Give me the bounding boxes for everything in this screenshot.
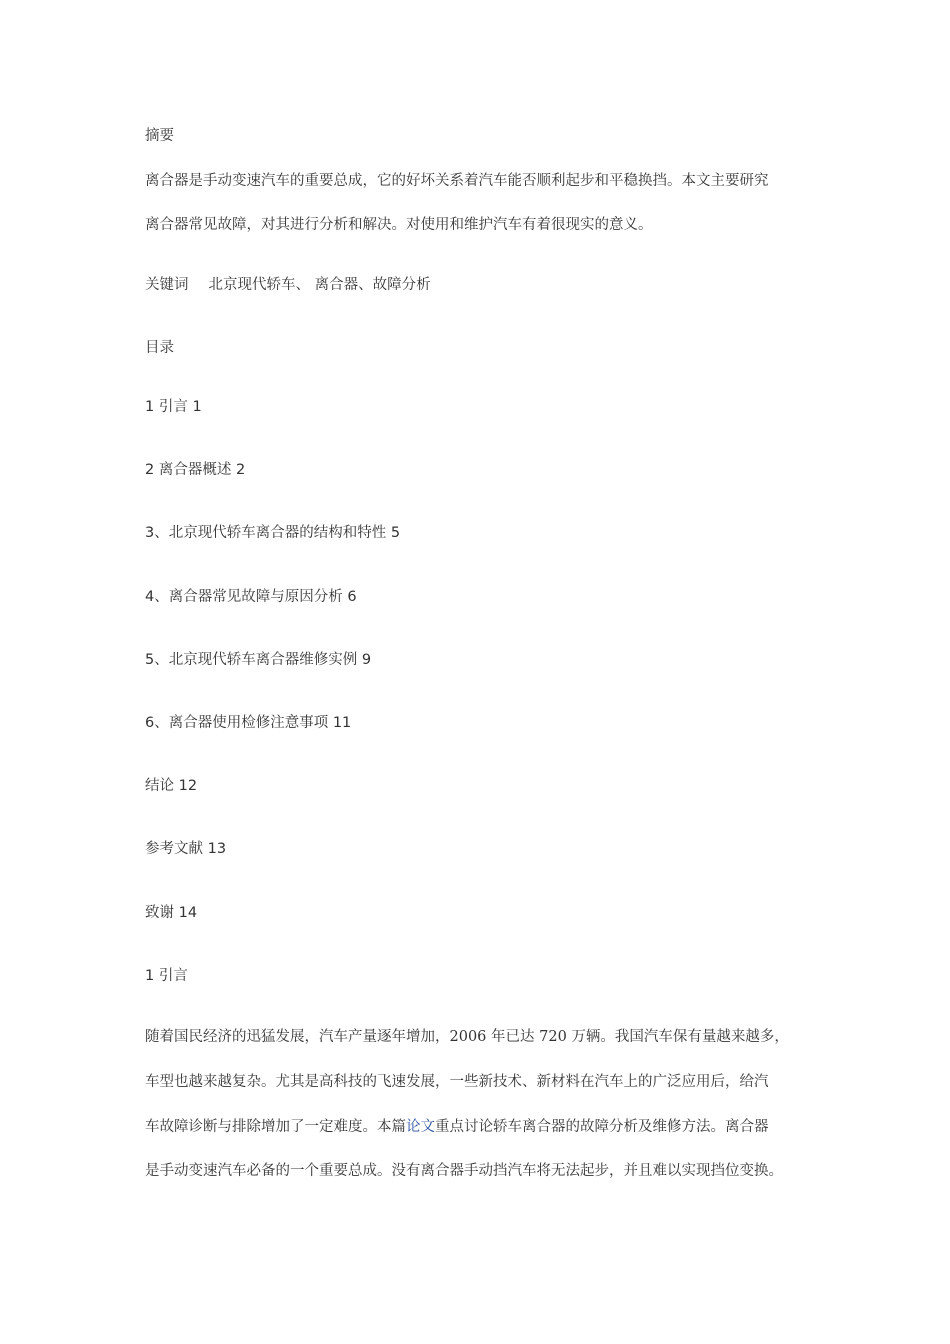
intro-heading: 1 引言 [145,968,188,984]
intro-line-1: 随着国民经济的迅猛发展，汽车产量逐年增加，2006 年已达 720 万辆。我国汽车保有量越来越多， [145,1029,789,1045]
keywords-line [145,275,431,295]
abstract-line-1: 离合器是手动变速汽车的重要总成，它的好坏关系着汽车能否顺利起步和平稳换挡。本文主要研究 [145,173,769,189]
toc-item: 致谢 14 [145,905,198,921]
toc-item: 6、离合器使用检修注意事项 11 [145,715,352,731]
abstract-line-2: 离合器常见故障，对其进行分析和解决。对使用和维护汽车有着很现实的意义。 [145,217,653,233]
keywords-label: 关键词 [145,277,189,293]
toc-item: 5、北京现代轿车离合器维修实例 9 [145,652,372,668]
intro-line-3-end: 重点讨论轿车离合器的故障分析及维修方法。离合器 [435,1119,769,1135]
toc-item: 2 离合器概述 2 [145,462,246,478]
intro-line-3 [145,1117,769,1137]
intro-line-2: 车型也越来越复杂。尤其是高科技的飞速发展，一些新技术、新材料在汽车上的广泛应用后，给汽 [145,1074,769,1090]
paper-link[interactable]: 论文 [406,1119,435,1135]
toc-item: 结论 12 [145,778,198,794]
keywords-value: 北京现代轿车、 离合器、故障分析 [208,277,431,293]
intro-line-4: 是手动变速汽车必备的一个重要总成。没有离合器手动挡汽车将无法起步，并且难以实现挡位变换。 [145,1163,783,1179]
toc-item: 参考文献 13 [145,841,227,857]
toc-item: 4、离合器常见故障与原因分析 6 [145,589,357,605]
intro-line-3-start: 车故障诊断与排除增加了一定难度。本篇 [145,1119,406,1135]
toc-item: 3、北京现代轿车离合器的结构和特性 5 [145,525,401,541]
toc-item: 1 引言 1 [145,399,202,415]
abstract-heading: 摘要 [145,128,174,144]
toc-heading: 目录 [145,340,174,356]
